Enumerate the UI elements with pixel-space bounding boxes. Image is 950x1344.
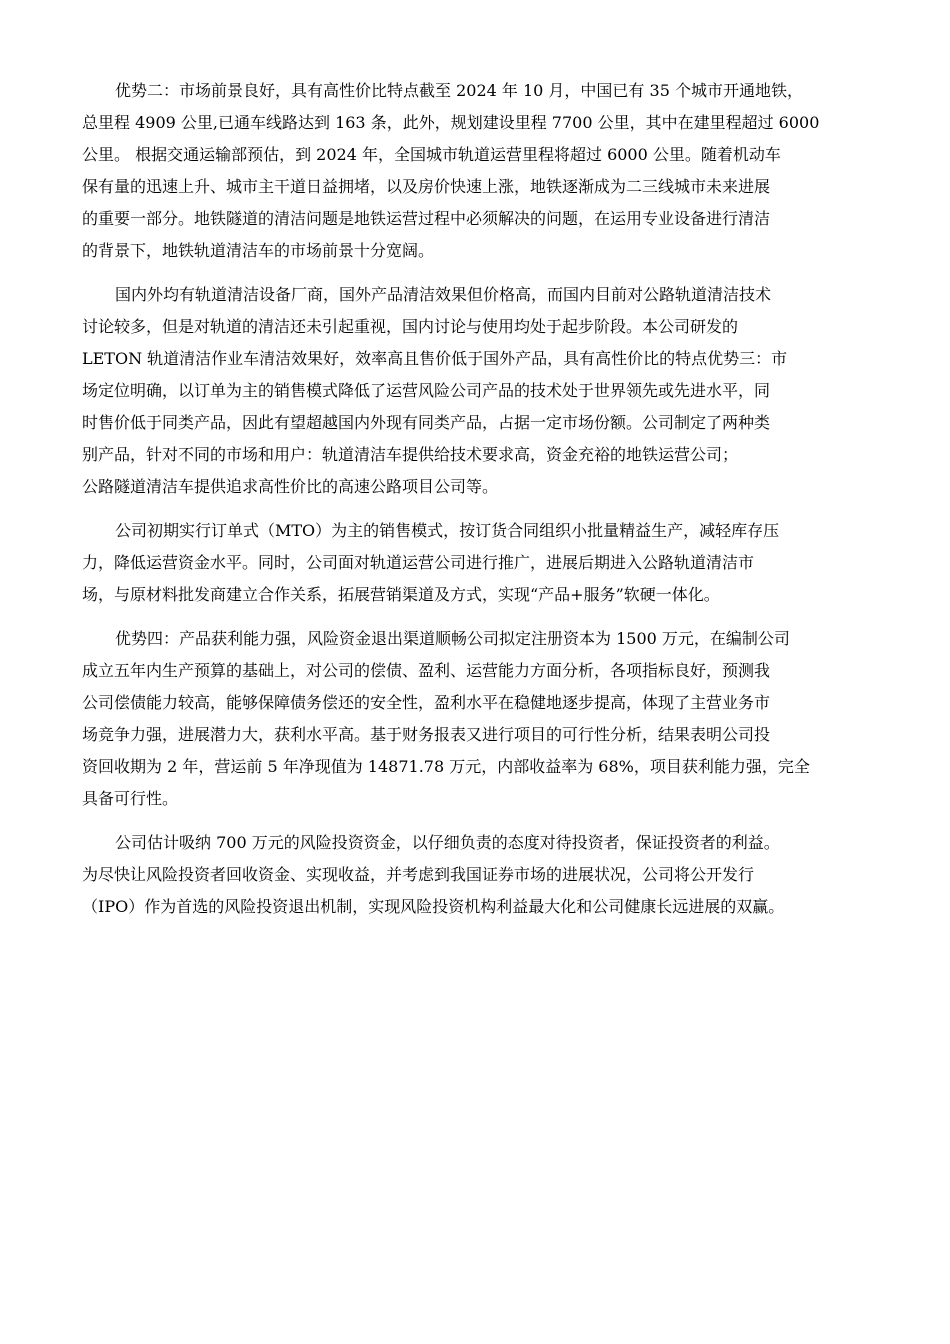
text-line: 资回收期为 2 年，营运前 5 年净现值为 14871.78 万元，内部收益率为 68%，项目获利能力强，完全 xyxy=(82,757,810,776)
text-line: 场，与原材料批发商建立合作关系，拓展营销渠道及方式，实现“产品+服务”软硬一体化。 xyxy=(82,585,720,604)
text-line: 为尽快让风险投资者回收资金、实现收益，并考虑到我国证券市场的进展状况，公司将公开发行 xyxy=(82,865,755,884)
text-line: 的背景下，地铁轨道清洁车的市场前景十分宽阔。 xyxy=(82,241,435,260)
text-line: 国内外均有轨道清洁设备厂商，国外产品清洁效果但价格高，而国内目前对公路轨道清洁技术 xyxy=(115,285,772,304)
text-line: 的重要一部分。地铁隧道的清洁问题是地铁运营过程中必须解决的问题，在运用专业设备进行清洁 xyxy=(82,209,771,228)
text-line: 公里。 根据交通运输部预估，到 2024 年，全国城市轨道运营里程将超过 6000 公里。随着机动车 xyxy=(82,145,781,164)
text-line: 公司偿债能力较高，能够保障债务偿还的安全性，盈利水平在稳健地逐步提高，体现了主营业务市 xyxy=(82,693,771,712)
text-line: 公路隧道清洁车提供追求高性价比的高速公路项目公司等。 xyxy=(82,477,499,496)
text-line: 场竞争力强，进展潜力大，获利水平高。基于财务报表又进行项目的可行性分析，结果表明公司投 xyxy=(82,725,771,744)
paragraph-venture-capital xyxy=(82,827,868,923)
text-line: 成立五年内生产预算的基础上，对公司的偿债、盈利、运营能力方面分析，各项指标良好，预测我 xyxy=(82,661,771,680)
paragraph-domestic-foreign xyxy=(82,279,868,503)
text-line: 优势四：产品获利能力强，风险资金退出渠道顺畅公司拟定注册资本为 1500 万元，在编制公司 xyxy=(115,629,790,648)
text-line: LETON 轨道清洁作业车清洁效果好，效率高且售价低于国外产品，具有高性价比的特点优势三：市 xyxy=(82,349,788,368)
paragraph-advantage-two xyxy=(82,75,868,267)
text-line: 力，降低运营资金水平。同时，公司面对轨道运营公司进行推广，进展后期进入公路轨道清洁市 xyxy=(82,553,755,572)
text-line: 总里程 4909 公里,已通车线路达到 163 条，此外，规划建设里程 7700 公里，其中在建里程超过 6000 xyxy=(82,113,820,132)
text-line: 公司估计吸纳 700 万元的风险投资资金，以仔细负责的态度对待投资者，保证投资者的利益。 xyxy=(115,833,780,852)
text-line: 保有量的迅速上升、城市主干道日益拥堵，以及房价快速上涨，地铁逐渐成为二三线城市未来进展 xyxy=(82,177,771,196)
text-line: 优势二：市场前景良好，具有高性价比特点截至 2024 年 10 月，中国已有 35 个城市开通地铁， xyxy=(115,81,803,100)
paragraph-advantage-four xyxy=(82,623,868,815)
text-line: （IPO）作为首选的风险投资退出机制，实现风险投资机构利益最大化和公司健康长远进展的双赢。 xyxy=(82,897,785,916)
text-line: 场定位明确，以订单为主的销售模式降低了运营风险公司产品的技术处于世界领先或先进水平，同 xyxy=(82,381,771,400)
document-page xyxy=(82,75,868,935)
text-line: 别产品，针对不同的市场和用户：轨道清洁车提供给技术要求高，资金充裕的地铁运营公司； xyxy=(82,445,739,464)
text-line: 具备可行性。 xyxy=(82,789,179,808)
text-line: 时售价低于同类产品，因此有望超越国内外现有同类产品，占据一定市场份额。公司制定了两种类 xyxy=(82,413,771,432)
paragraph-sales-model xyxy=(82,515,868,611)
text-line: 公司初期实行订单式（MTO）为主的销售模式，按订货合同组织小批量精益生产，减轻库存压 xyxy=(115,521,780,540)
text-line: 讨论较多，但是对轨道的清洁还未引起重视，国内讨论与使用均处于起步阶段。本公司研发的 xyxy=(82,317,739,336)
